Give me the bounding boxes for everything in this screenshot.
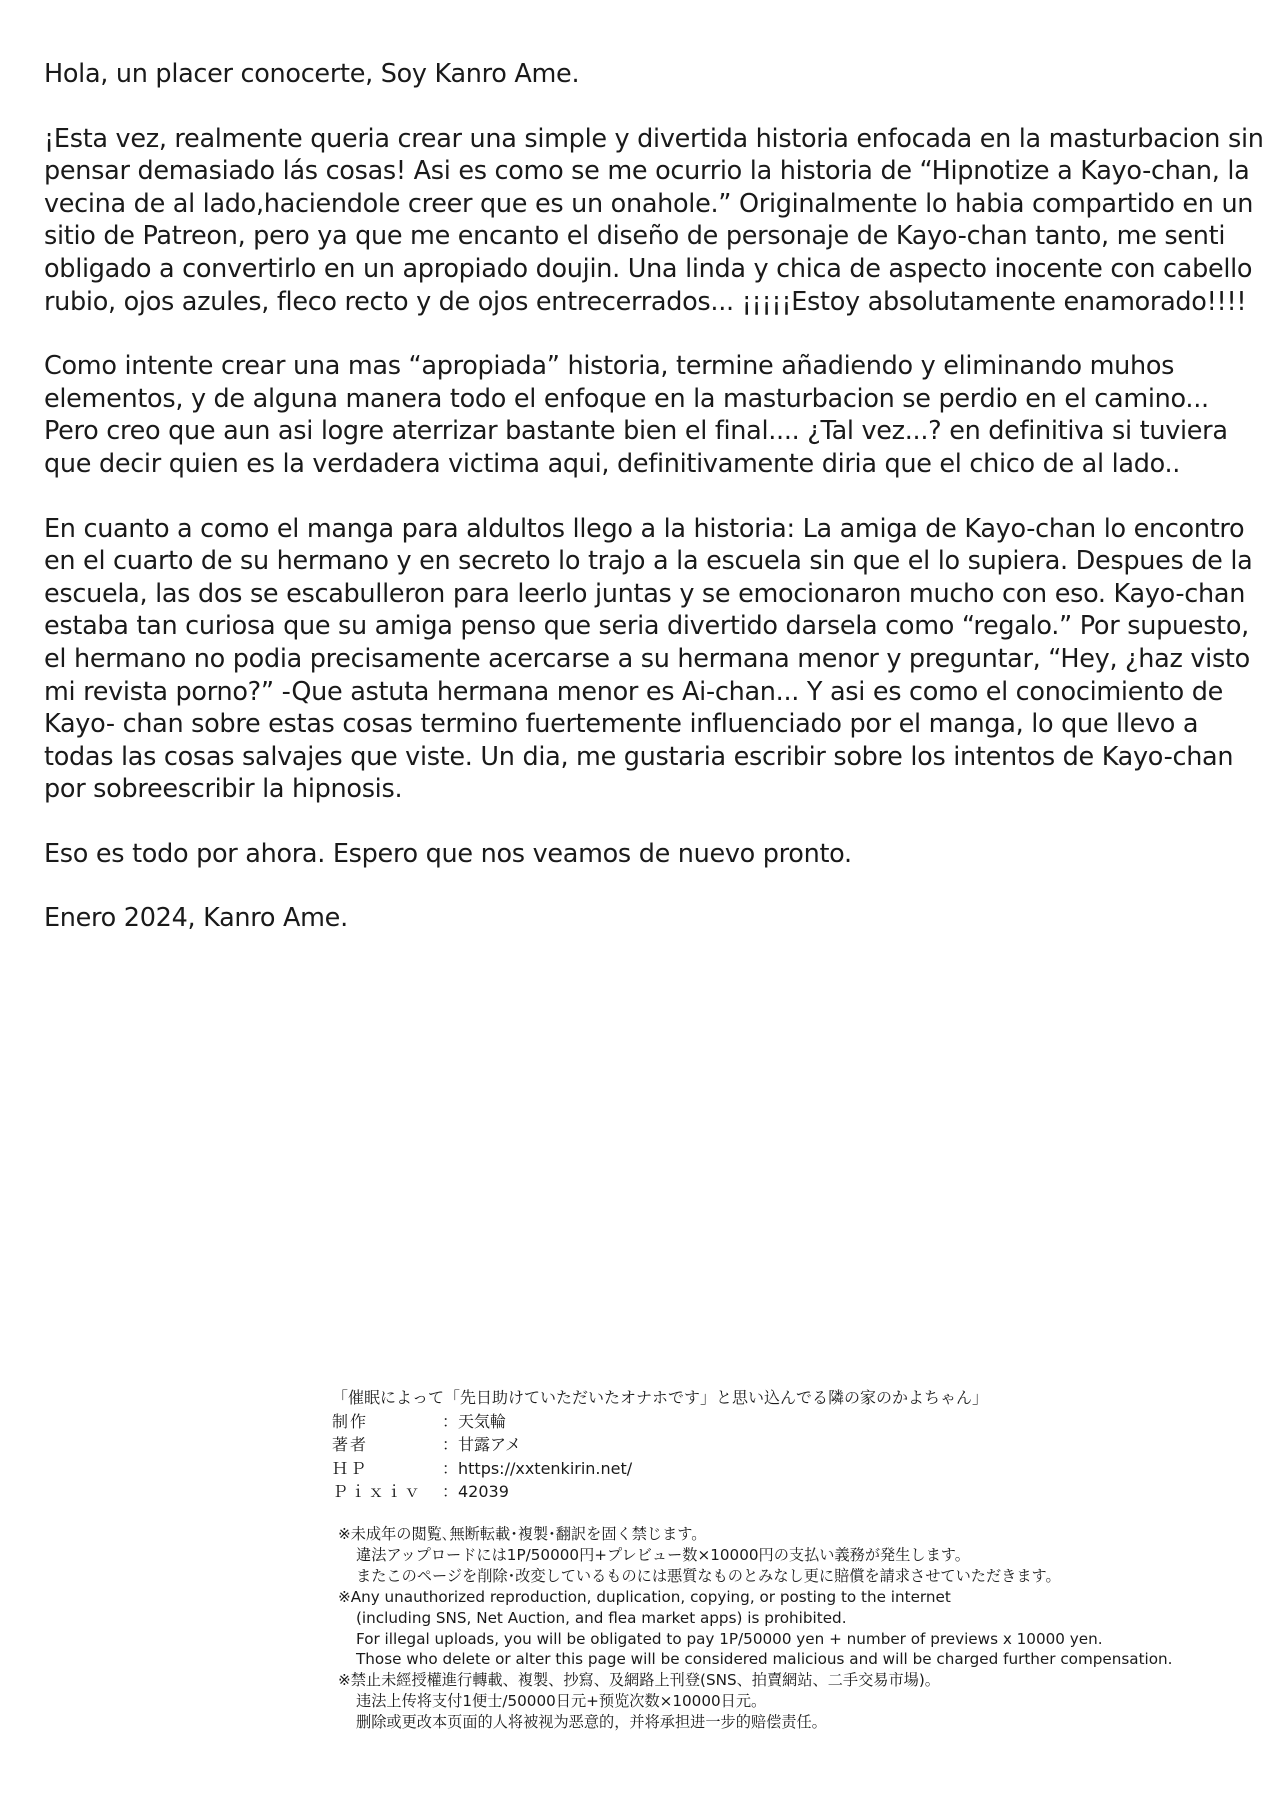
credit-key: 著者 [332, 1435, 369, 1454]
legal-zh-line: ※禁止未經授權進行轉載、複製、抄寫、及網路上刊登(SNS、拍賣網站、二手交易市場)。 [338, 1671, 940, 1690]
letter-paragraph-2: Como intente crear una mas “apropiada” historia, termine añadiendo y eliminando muhos elementos, y de alguna manera todo el enfoque en la masturbacion se perdio en el camino... Pero creo que aun asi logre aterrizar bastante bien el final.... ¿Tal vez...? en definitiva si tuviera que decir quien es la verdadera victima aqui, definitivamente diria que el chico de al lado.. [44, 351, 1228, 479]
legal-notice [338, 1524, 1268, 1733]
work-title: 「催眠によって「先日助けていただいたオナホです」と思い込んでる隣の家のかよちゃん」 [332, 1388, 989, 1407]
legal-en-line: (including SNS, Net Auction, and flea market apps) is prohibited. [356, 1608, 847, 1627]
afterword-letter [44, 58, 1264, 967]
letter-signature: Enero 2024, Kanro Ame. [44, 903, 348, 934]
credits-block [332, 1386, 1232, 1504]
legal-en-line: ※Any unauthorized reproduction, duplication, copying, or posting to the internet [338, 1587, 951, 1606]
credit-row-author [332, 1433, 1232, 1457]
credit-value: ：甘露アメ [442, 1435, 522, 1454]
homepage-link: ：https://xxtenkirin.net/ [442, 1458, 633, 1478]
legal-en-line: Those who delete or alter this page will be considered malicious and will be charged further compensation. [356, 1650, 1173, 1669]
credit-key: 制作 [332, 1411, 369, 1431]
legal-zh-line: 删除或更改本页面的人将被视为恶意的，并将承担进一步的赔偿责任。 [356, 1713, 827, 1732]
letter-greeting: Hola, un placer conocerte, Soy Kanro Ame. [44, 59, 580, 89]
credit-key: Ｐｉｘｉｖ [332, 1482, 423, 1501]
credit-key: ＨＰ [332, 1458, 369, 1478]
credit-row-production [332, 1410, 1232, 1434]
credit-row-pixiv [332, 1480, 1232, 1504]
legal-jp-line: ※未成年の閲覧､無断転載･複製･翻訳を固く禁じます。 [338, 1525, 707, 1543]
credit-row-homepage [332, 1457, 1232, 1481]
letter-paragraph-3: En cuanto a como el manga para aldultos llego a la historia: La amiga de Kayo-chan lo encontro en el cuarto de su hermano y en secreto lo trajo a la escuela sin que el lo supiera. Despues de la escuela, las dos se escabulleron para leerlo juntas y se emocionaron mucho con eso. Kayo-chan estaba tan curiosa que su amiga penso que seria divertido darsela como “regalo.” Por supuesto, el hermano no podia precisamente acercarse a su hermana menor y preguntar, “Hey, ¿haz visto mi revista porno?” -Que astuta hermana menor es Ai-chan... Y asi es como el conocimiento de Kayo- chan sobre estas cosas termino fuertemente influenciado por el manga, lo que llevo a todas las cosas salvajes que viste. Un dia, me gustaria escribir sobre los intentos de Kayo-chan por sobreescribir la hipnosis. [44, 513, 1253, 805]
credit-value: ：42039 [442, 1482, 509, 1501]
letter-paragraph-1: ¡Esta vez, realmente queria crear una simple y divertida historia enfocada en la masturbacion sin pensar demasiado lás cosas! Asi es como se me ocurrio la historia de “Hipnotize a Kayo-chan, la vecina de al lado,haciendole creer que es un onahole.” Originalmente lo habia compartido en un sitio de Patreon, pero ya que me encanto el diseño de personaje de Kayo-chan tanto, me senti obligado a convertirlo en un apropiado doujin. Una linda y chica de aspecto inocente con cabello rubio, ojos azules, fleco recto y de ojos entrecerrados... ¡¡¡¡¡Estoy absolutamente enamorado!!!! [44, 123, 1264, 317]
legal-en-line: For illegal uploads, you will be obligated to pay 1P/50000 yen + number of previews x 10000 yen. [356, 1629, 1103, 1648]
legal-zh-line: 违法上传将支付1便士/50000日元+预览次数×10000日元。 [356, 1692, 767, 1711]
legal-jp-line: またこのページを削除･改変しているものには悪質なものとみなし更に賠償を請求させていただきます。 [356, 1566, 1061, 1585]
letter-closing: Eso es todo por ahora. Espero que nos veamos de nuevo pronto. [44, 838, 852, 869]
credit-value: ：天気輪 [442, 1411, 507, 1431]
legal-jp-line: 違法アップロードには1P/50000円+プレビュー数×10000円の支払い義務が発生します。 [356, 1545, 970, 1564]
